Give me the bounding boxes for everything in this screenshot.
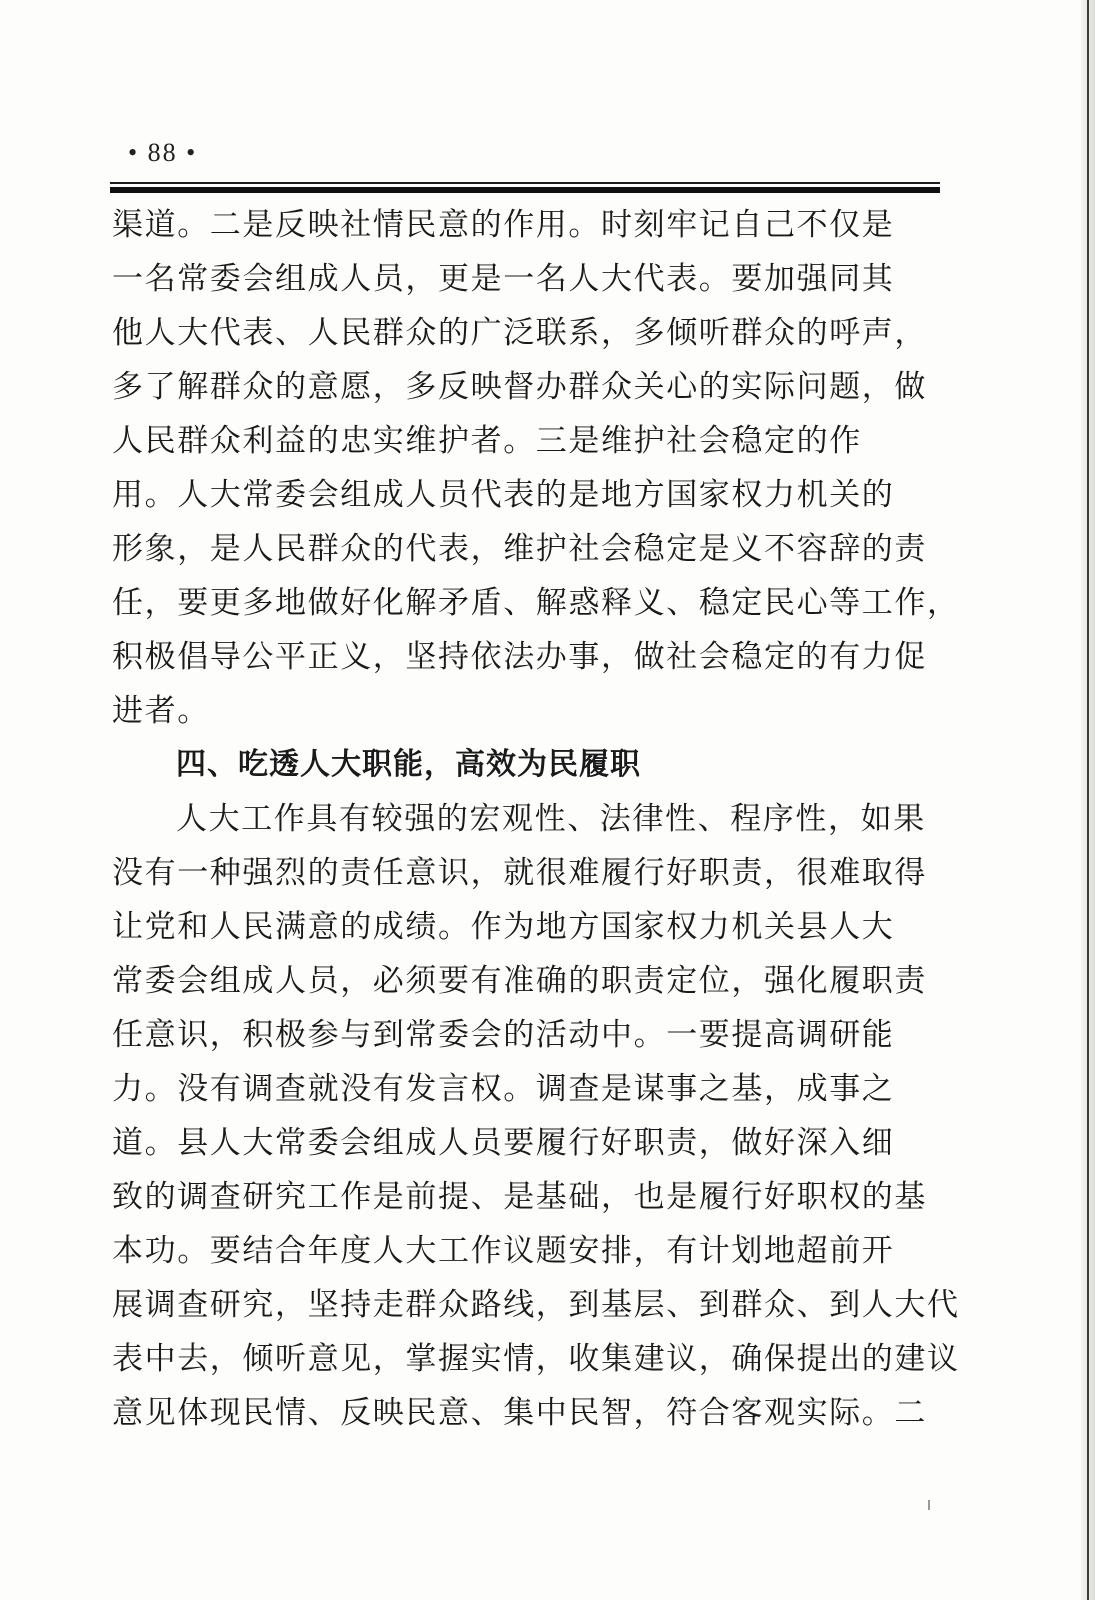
body-text (112, 198, 960, 1440)
text-line: 本功。要结合年度人大工作议题安排，有计划地超前开 (112, 1233, 895, 1269)
page-number: • 88 • (128, 138, 198, 167)
text-line: 意见体现民情、反映民意、集中民智，符合客观实际。二 (112, 1395, 927, 1431)
text-line: 任意识，积极参与到常委会的活动中。一要提高调研能 (112, 1017, 895, 1053)
text-line: 用。人大常委会组成人员代表的是地方国家权力机关的 (112, 477, 895, 513)
text-line: 进者。 (112, 693, 210, 729)
scan-speck (928, 1500, 930, 1510)
page-edge-line (1087, 0, 1089, 1600)
text-line: 任，要更多地做好化解矛盾、解惑释义、稳定民心等工作， (112, 585, 960, 621)
text-line: 致的调查研究工作是前提、是基础，也是履行好职权的基 (112, 1179, 927, 1215)
paragraph-first-line: 人大工作具有较强的宏观性、法律性、程序性，如果 (176, 801, 926, 837)
text-line: 形象，是人民群众的代表，维护社会稳定是义不容辞的责 (112, 531, 927, 567)
text-line: 没有一种强烈的责任意识，就很难履行好职责，很难取得 (112, 855, 927, 891)
header-rule-thin (110, 182, 940, 184)
text-line: 力。没有调查就没有发言权。调查是谋事之基，成事之 (112, 1071, 895, 1107)
text-line: 道。县人大常委会组成人员要履行好职责，做好深入细 (112, 1125, 895, 1161)
text-line: 一名常委会组成人员，更是一名人大代表。要加强同其 (112, 261, 895, 297)
text-line: 他人大代表、人民群众的广泛联系，多倾听群众的呼声， (112, 315, 927, 351)
header-rule-thick (110, 187, 940, 193)
text-line: 展调查研究，坚持走群众路线，到基层、到群众、到人大代 (112, 1287, 960, 1323)
text-line: 渠道。二是反映社情民意的作用。时刻牢记自己不仅是 (112, 207, 895, 243)
section-heading: 四、吃透人大职能，高效为民履职 (176, 747, 641, 782)
text-line: 多了解群众的意愿，多反映督办群众关心的实际问题，做 (112, 369, 927, 405)
text-line: 表中去，倾听意见，掌握实情，收集建议，确保提出的建议 (112, 1341, 960, 1377)
text-line: 让党和人民满意的成绩。作为地方国家权力机关县人大 (112, 909, 895, 945)
text-line: 积极倡导公平正义，坚持依法办事，做社会稳定的有力促 (112, 639, 927, 675)
text-line: 人民群众利益的忠实维护者。三是维护社会稳定的作 (112, 423, 862, 459)
text-line: 常委会组成人员，必须要有准确的职责定位，强化履职责 (112, 963, 927, 999)
